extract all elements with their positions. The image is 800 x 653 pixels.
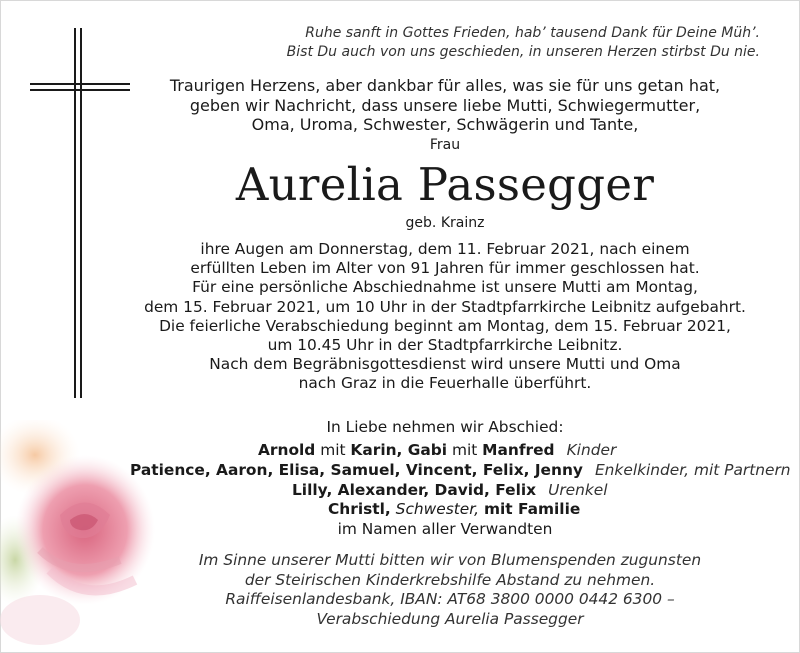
donation-note bbox=[160, 551, 740, 629]
salutation: Frau bbox=[429, 137, 461, 153]
relation-label: Schwester, bbox=[395, 500, 480, 518]
closing-line: Raiffeisenlandesbank, IBAN: AT68 3800 0000 0442 6300 – bbox=[225, 590, 675, 608]
intro-line: Oma, Uroma, Schwester, Schwägerin und Tante, bbox=[251, 115, 639, 134]
body-line: ihre Augen am Donnerstag, dem 11. Februar 2021, nach einem bbox=[200, 240, 690, 258]
body-line: Die feierliche Verabschiedung beginnt am Montag, dem 15. Februar 2021, bbox=[159, 316, 731, 335]
intro-line: Traurigen Herzens, aber dankbar für alles, was sie für uns getan hat, bbox=[169, 76, 721, 95]
mourner-name: Christl, bbox=[328, 500, 391, 518]
relation-label: Urenkel bbox=[548, 481, 608, 499]
deceased-name: Aurelia Passegger bbox=[235, 158, 655, 211]
mourner-names: Patience, Aaron, Elisa, Samuel, Vincent, Felix, Jenny bbox=[130, 461, 583, 479]
mourner-names: Lilly, Alexander, David, Felix bbox=[292, 481, 537, 499]
body-line: dem 15. Februar 2021, um 10 Uhr in der Stadtpfarrkirche Leibnitz aufgebahrt. bbox=[144, 297, 746, 316]
memorial-quote bbox=[260, 24, 760, 62]
closing-line: Verabschiedung Aurelia Passegger bbox=[316, 609, 584, 628]
maiden-name: geb. Krainz bbox=[405, 215, 485, 231]
cross-icon bbox=[30, 28, 130, 398]
connector-text: mit bbox=[447, 441, 483, 459]
closing-line: Im Sinne unserer Mutti bitten wir von Blumenspenden zugunsten bbox=[198, 551, 702, 569]
family-children bbox=[258, 441, 616, 459]
closing-line: der Steirischen Kinderkrebshilfe Abstand zu nehmen. bbox=[244, 570, 656, 589]
intro-line: geben wir Nachricht, dass unsere liebe Mutti, Schwiegermutter, bbox=[189, 95, 701, 115]
body-line: Für eine persönliche Abschiednahme ist unsere Mutti am Montag, bbox=[192, 278, 698, 297]
farewell-line: In Liebe nehmen wir Abschied: bbox=[326, 418, 564, 436]
family-sister bbox=[328, 500, 580, 518]
mourner-name: Manfred bbox=[482, 441, 555, 459]
connector-text: mit bbox=[315, 441, 351, 459]
intro-text bbox=[130, 76, 760, 135]
quote-line: Ruhe sanft in Gottes Frieden, hab’ tausend Dank für Deine Müh’. bbox=[305, 25, 760, 41]
family-suffix: mit Familie bbox=[483, 500, 581, 518]
family-greatgrandchildren bbox=[292, 481, 608, 499]
family-grandchildren bbox=[130, 461, 791, 479]
mourner-name: Karin, Gabi bbox=[350, 441, 448, 459]
body-line: nach Graz in die Feuerhalle überführt. bbox=[298, 374, 592, 393]
mourner-name: Arnold bbox=[258, 441, 316, 459]
announcement-text bbox=[130, 240, 760, 394]
body-line: um 10.45 Uhr in der Stadtpfarrkirche Leibnitz. bbox=[267, 336, 623, 355]
body-line: Nach dem Begräbnisgottesdienst wird unsere Mutti und Oma bbox=[209, 355, 681, 374]
quote-line: Bist Du auch von uns geschieden, in unseren Herzen stirbst Du nie. bbox=[286, 44, 760, 60]
relation-label: Kinder bbox=[566, 441, 617, 459]
relation-label: Enkelkinder, mit Partnern bbox=[594, 461, 791, 479]
relatives-line: im Namen aller Verwandten bbox=[337, 520, 553, 538]
body-line: erfüllten Leben im Alter von 91 Jahren für immer geschlossen hat. bbox=[190, 259, 700, 278]
